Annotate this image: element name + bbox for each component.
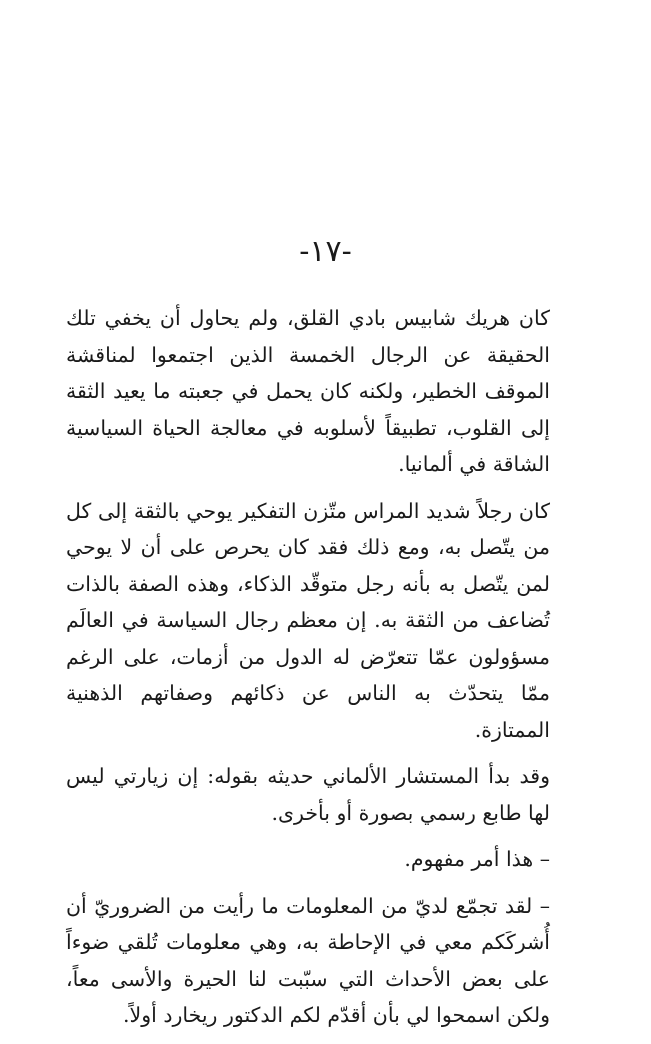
paragraph-2: كان رجلاً شديد المراس متّزن التفكير يوحي بالثقة إلى كل من يتّصل به، ومع ذلك فقد كان يحرص على أن لا يوحي لمن يتّصل به بأنه رجل متوقّد الذكاء، وهذه الصفة بالذات تُضاعف من الثقة به. إن معظم رجال السياسة في العالَم مسؤولون عمّا تتعرّض له الدول من أزمات، على الرغم ممّا يتحدّث به الناس عن ذكائهم وصفاتهم الذهنية الممتازة. xyxy=(66,498,550,742)
dialogue-line-1: – هذا أمر مفهوم. xyxy=(404,847,550,871)
dialogue-line-2: – لقد تجمّع لديّ من المعلومات ما رأيت من الضروريّ أن أُشركَكم معي في الإحاطة به، وهي معلومات تُلقي ضوءاً على بعض الأحداث التي سبّبت لنا الحيرة والأسى معاً، ولكن اسمحوا لي بأن أقدّم لكم الدكتور ريخارد أولاً. xyxy=(66,893,550,1027)
paragraph-1: كان هريك شابيس بادي القلق، ولم يحاول أن يخفي تلك الحقيقة عن الرجال الخمسة الذين اجتمعوا لمناقشة الموقف الخطير، ولكنه كان يحمل في جعبته ما يعيد الثقة إلى القلوب، تطبيقاً لأسلوبه في معالجة الحياة السياسية الشاقة في ألمانيا. xyxy=(66,306,550,476)
page-number: -١٧- xyxy=(299,234,352,269)
paragraph-3: وقد بدأ المستشار الألماني حديثه بقوله: إن زيارتي ليس لها طابع رسمي بصورة أو بأخرى. xyxy=(66,764,550,825)
body-text xyxy=(66,300,578,1044)
